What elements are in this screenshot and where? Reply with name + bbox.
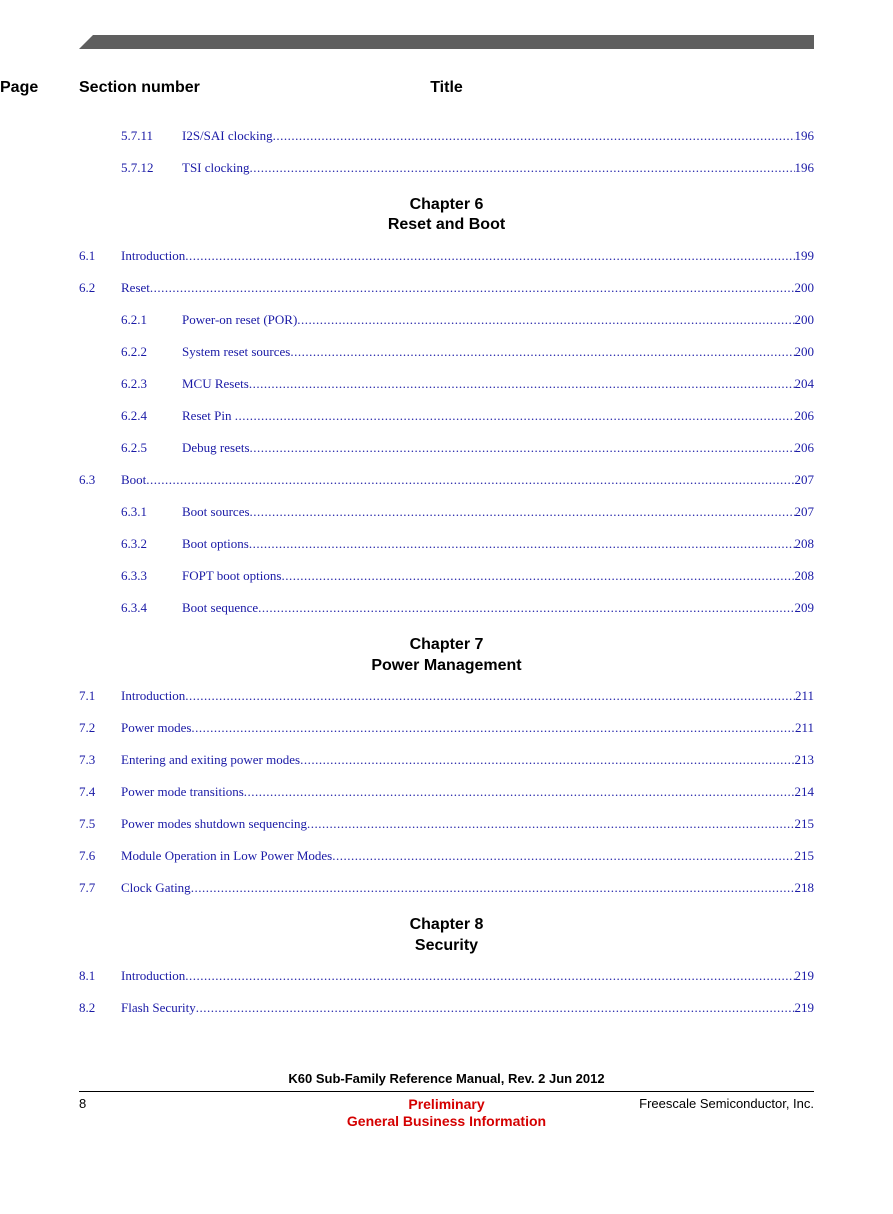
classification-label: General Business Information (346, 1113, 547, 1129)
toc-entry[interactable] (79, 472, 814, 488)
toc-entry-number: 6.2.1 (121, 312, 147, 327)
toc-entry-page[interactable]: 209 (794, 600, 814, 615)
toc-entry-page[interactable]: 199 (794, 248, 814, 263)
toc-entry-number: 7.1 (79, 688, 96, 703)
toc-entry-number: 7.7 (79, 880, 96, 895)
toc-entry-page[interactable]: 206 (794, 408, 814, 423)
toc-entry-number: 6.2.2 (121, 344, 147, 359)
toc-entry-label[interactable]: I2S/SAI clocking (182, 128, 273, 143)
toc-entry-label[interactable]: Clock Gating (121, 880, 191, 895)
toc-entry[interactable] (79, 784, 814, 800)
leader-dots (191, 720, 795, 736)
toc-entry[interactable] (79, 344, 814, 360)
chapter-6-title: Reset and Boot (387, 216, 506, 233)
toc-entry-page[interactable]: 215 (794, 848, 814, 863)
leader-dots (249, 376, 795, 392)
toc-entry-label[interactable]: Boot sequence (182, 600, 259, 615)
toc-entry[interactable] (79, 312, 814, 328)
toc-entry-label[interactable]: Flash Security (121, 1000, 196, 1015)
manual-title: K60 Sub-Family Reference Manual, Rev. 2 Jun 2012 (288, 1071, 605, 1086)
leader-dots (191, 880, 795, 896)
toc-entry[interactable] (79, 376, 814, 392)
toc-entry-label[interactable]: Reset (121, 280, 150, 295)
leader-dots (332, 848, 794, 864)
toc-entry[interactable] (79, 536, 814, 552)
toc-entry-page[interactable]: 207 (794, 504, 814, 519)
toc-entry[interactable] (79, 248, 814, 264)
toc-entry-page[interactable]: 211 (794, 688, 814, 703)
chapter-6-number: Chapter 6 (409, 196, 484, 213)
leader-dots (185, 968, 794, 984)
toc-entry-label[interactable]: Power mode transitions (121, 784, 244, 799)
toc-entry[interactable] (79, 440, 814, 456)
toc-entry-label[interactable]: System reset sources (182, 344, 291, 359)
leader-dots (250, 504, 795, 520)
toc-entry-number: 7.4 (79, 784, 96, 799)
column-header-title: Title (430, 79, 463, 96)
toc-entry[interactable] (79, 408, 814, 424)
chapter-8-title: Security (414, 937, 479, 954)
toc-entry-number: 6.3.3 (121, 568, 147, 583)
toc-entry-page[interactable]: 219 (794, 1000, 814, 1015)
toc-entry-number: 7.6 (79, 848, 96, 863)
toc-entry[interactable] (79, 160, 814, 176)
toc-entry[interactable] (79, 880, 814, 896)
toc-entry-number: 5.7.11 (121, 128, 154, 143)
toc-entry-label[interactable]: Boot (121, 472, 147, 487)
toc-entry-page[interactable]: 200 (794, 344, 814, 359)
toc-entry-page[interactable]: 196 (794, 128, 814, 143)
toc-entry-number: 6.2.4 (121, 408, 147, 423)
leader-dots (297, 312, 794, 328)
toc-entry-label[interactable]: FOPT boot options (182, 568, 282, 583)
toc-entry-number: 7.5 (79, 816, 96, 831)
toc-entry-number: 6.1 (79, 248, 96, 263)
company-name: Freescale Semiconductor, Inc. (639, 1096, 814, 1111)
toc-entry-page[interactable]: 211 (794, 720, 814, 735)
leader-dots (185, 688, 795, 704)
toc-entry-number: 6.3.4 (121, 600, 147, 615)
toc-entry-page[interactable]: 208 (794, 536, 814, 551)
toc-entry-number: 7.3 (79, 752, 96, 767)
toc-entry-page[interactable]: 213 (794, 752, 814, 767)
toc-entry[interactable] (79, 968, 814, 984)
page-number: 8 (79, 1096, 87, 1111)
toc-entry-number: 6.3.2 (121, 536, 147, 551)
chapter-8-number: Chapter 8 (409, 916, 484, 933)
toc-entry[interactable] (79, 280, 814, 296)
header-bar (79, 35, 814, 49)
toc-entry-label[interactable]: Reset Pin (182, 408, 235, 423)
toc-entry-number: 8.2 (79, 1000, 96, 1015)
toc-entry-number: 7.2 (79, 720, 96, 735)
toc-entry-label[interactable]: Entering and exiting power modes (121, 752, 301, 767)
toc-entry-page[interactable]: 200 (794, 280, 814, 295)
toc-entry-label[interactable]: Introduction (121, 968, 186, 983)
toc-entry-label[interactable]: Module Operation in Low Power Modes (121, 848, 333, 863)
toc-entry-label[interactable]: Introduction (121, 248, 186, 263)
toc-entry-number: 6.3.1 (121, 504, 147, 519)
toc-entry-page[interactable]: 207 (794, 472, 814, 487)
toc-entry-number: 6.2.3 (121, 376, 147, 391)
toc-entry[interactable] (79, 600, 814, 616)
toc-entry[interactable] (79, 848, 814, 864)
toc-entry[interactable] (79, 504, 814, 520)
toc-entry-label[interactable]: Power-on reset (POR) (182, 312, 298, 327)
chapter-7-title: Power Management (371, 657, 522, 674)
leader-dots (196, 1000, 795, 1016)
leader-dots (258, 600, 794, 616)
leader-dots (146, 472, 794, 488)
toc-entry-label[interactable]: Introduction (121, 688, 186, 703)
toc-entry-page[interactable]: 215 (794, 816, 814, 831)
leader-dots (250, 440, 795, 456)
toc-entry-page[interactable]: 196 (794, 160, 814, 175)
toc-entry-page[interactable]: 214 (794, 784, 814, 799)
toc-entry[interactable] (79, 752, 814, 768)
toc-entry-label[interactable]: Boot options (182, 536, 249, 551)
toc-entry-number: 6.2.5 (121, 440, 147, 455)
toc-entry-page[interactable]: 218 (794, 880, 814, 895)
toc-entry[interactable] (79, 1000, 814, 1016)
leader-dots (235, 408, 795, 424)
toc-entry[interactable] (79, 128, 814, 144)
leader-dots (300, 752, 794, 768)
column-header-page: Page (0, 79, 39, 96)
leader-dots (281, 568, 794, 584)
toc-entry-number: 8.1 (79, 968, 96, 983)
leader-dots (273, 128, 795, 144)
toc-entry[interactable] (79, 816, 814, 832)
toc-entry-page[interactable]: 204 (794, 376, 814, 391)
toc-entry-label[interactable]: TSI clocking (182, 160, 250, 175)
toc-entry-label[interactable]: Power modes (121, 720, 192, 735)
leader-dots (185, 248, 794, 264)
leader-dots (249, 536, 795, 552)
toc-entry-page[interactable]: 200 (794, 312, 814, 327)
toc-entry-page[interactable]: 219 (794, 968, 814, 983)
preliminary-label: Preliminary (408, 1096, 485, 1112)
leader-dots (290, 344, 794, 360)
column-header-section-number: Section number (79, 79, 200, 96)
toc-entry-label[interactable]: Debug resets (182, 440, 250, 455)
toc-entry[interactable] (79, 568, 814, 584)
toc-entry[interactable] (79, 720, 814, 736)
footer-rule (79, 1091, 814, 1092)
toc-entry-number: 6.2 (79, 280, 96, 295)
leader-dots (307, 816, 795, 832)
leader-dots (150, 280, 795, 296)
leader-dots (250, 160, 795, 176)
toc-entry-number: 5.7.12 (121, 160, 154, 175)
toc-entry-number: 6.3 (79, 472, 96, 487)
toc-entry-page[interactable]: 206 (794, 440, 814, 455)
toc-entry-page[interactable]: 208 (794, 568, 814, 583)
chapter-7-number: Chapter 7 (409, 636, 484, 653)
toc-entry-label[interactable]: Power modes shutdown sequencing (121, 816, 307, 831)
toc-entry-label[interactable]: Boot sources (182, 504, 250, 519)
toc-entry[interactable] (79, 688, 814, 704)
toc-entry-label[interactable]: MCU Resets (182, 376, 249, 391)
leader-dots (244, 784, 795, 800)
